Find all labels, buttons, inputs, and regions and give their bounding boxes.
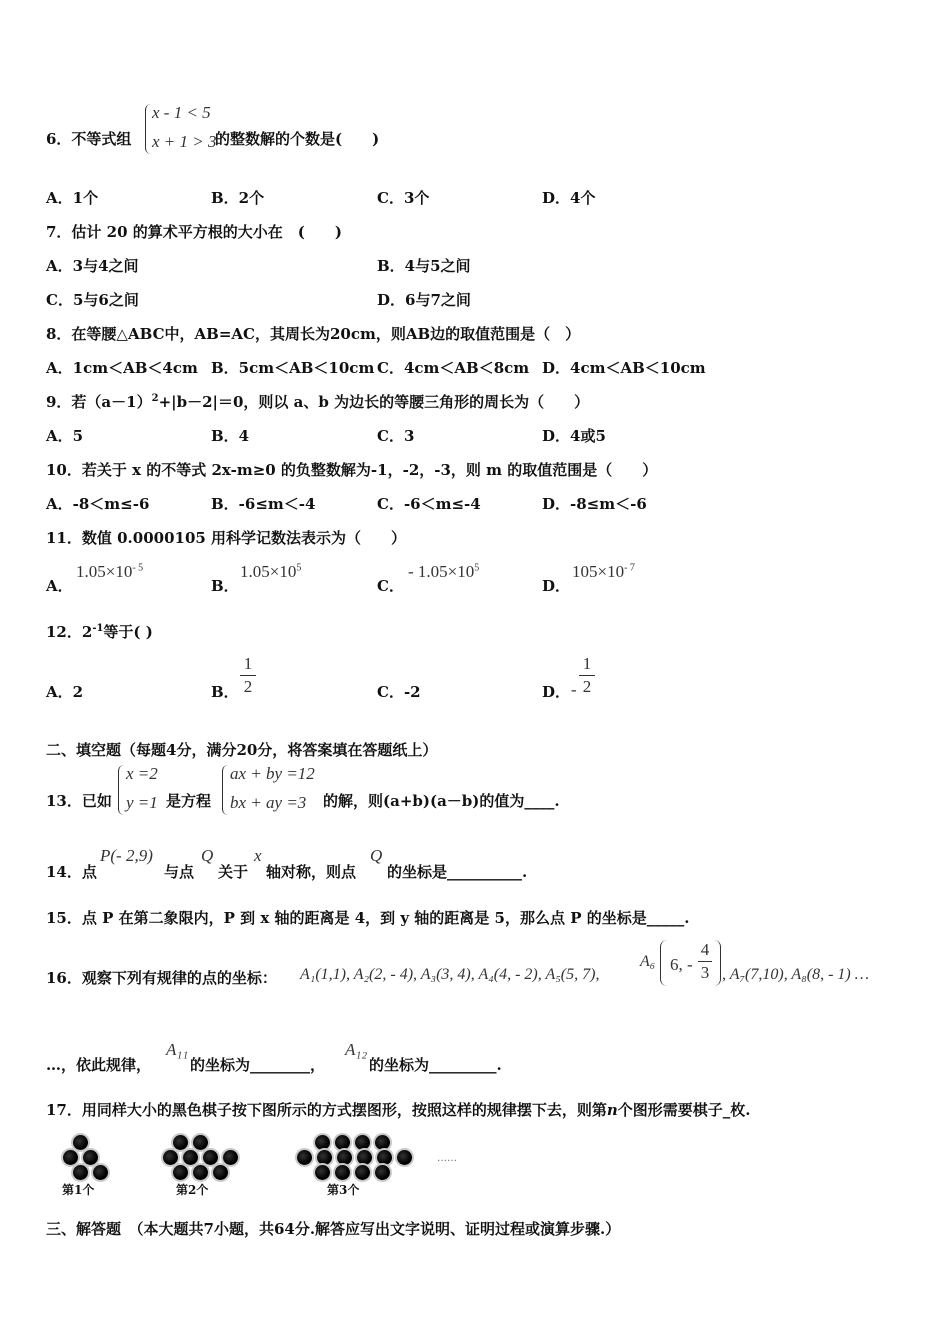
figure-1-caption: 第1个 xyxy=(62,1183,95,1197)
chess-piece xyxy=(375,1135,390,1150)
q7-stem: 7．估计 20 的算术平方根的大小在 ( ) xyxy=(46,223,342,241)
chess-piece xyxy=(337,1150,352,1165)
q13-brace-1 xyxy=(118,765,125,815)
q12-option-a: A．2 xyxy=(46,683,84,701)
chess-piece xyxy=(63,1150,78,1165)
q8-option-c: C．4cm＜AB＜8cm xyxy=(377,359,530,377)
q14-t2: 与点 xyxy=(164,863,195,881)
q11-option-d: $105\times 10^{- 7}$ xyxy=(572,562,635,581)
q12-b-numerator: 1 xyxy=(243,654,253,673)
q16-blank-1: 的坐标为________， xyxy=(190,1056,326,1074)
q10-option-c: C．-6＜m≤-4 xyxy=(377,495,481,513)
q14-t4: 轴对称，则点 xyxy=(266,863,357,881)
chess-piece xyxy=(297,1150,312,1165)
q6-prefix: 6．不等式组 xyxy=(46,130,132,148)
q12-label-d: D． xyxy=(542,683,571,701)
chess-piece xyxy=(315,1165,330,1180)
q14-q: Q xyxy=(201,846,214,865)
q14-t1: 14．点 xyxy=(46,863,97,881)
chess-piece xyxy=(83,1150,98,1165)
q16-a6-denominator: 3 xyxy=(700,963,710,982)
q13-e1: ax + by =12 xyxy=(230,764,315,783)
q14-q2: Q xyxy=(370,846,383,865)
q17-ellipsis: …… xyxy=(437,1153,457,1164)
q8-option-b: B．5cm＜AB＜10cm xyxy=(211,359,375,377)
q11-label-d: D． xyxy=(542,577,571,595)
chess-piece xyxy=(223,1150,238,1165)
q12-stem: 12．$2^{-1}$等于( ) xyxy=(46,623,153,641)
q12-d-sign: - xyxy=(571,680,577,699)
q7-option-a: A．3与4之间 xyxy=(46,257,139,275)
q14-t5: 的坐标是__________. xyxy=(387,863,528,881)
q10-option-d: D．-8≤m＜-6 xyxy=(542,495,647,513)
q13-brace-2 xyxy=(222,765,229,815)
section-3-heading: 三、解答题 （本大题共7小题，共64分.解答应写出文字说明、证明过程或演算步骤.） xyxy=(46,1220,621,1238)
chess-piece xyxy=(203,1150,218,1165)
q9-option-d: D．4或5 xyxy=(542,427,606,445)
chess-piece xyxy=(335,1165,350,1180)
chess-piece xyxy=(213,1165,228,1180)
q6-option-c: C．3个 xyxy=(377,189,430,207)
chess-piece xyxy=(173,1135,188,1150)
q9-option-a: A．5 xyxy=(46,427,84,445)
chess-piece xyxy=(193,1165,208,1180)
q13-s2: y =1 xyxy=(126,793,158,812)
q6-eq2: x + 1 > 3 xyxy=(152,132,217,151)
q8-option-a: A．1cm＜AB＜4cm xyxy=(46,359,198,377)
chess-piece xyxy=(317,1150,332,1165)
q16-sequence-2: , A₇(7,10), A₈(8, - 1) … xyxy=(722,966,869,983)
q11-label-a: A． xyxy=(46,577,73,595)
q16-a6: A₆ xyxy=(640,953,656,970)
q16-a6-fraction xyxy=(698,940,712,983)
chess-piece xyxy=(375,1165,390,1180)
chess-piece xyxy=(397,1150,412,1165)
q12-b-denominator: 2 xyxy=(243,677,253,696)
q9-stem: 9．若$(a-1)^2+|b-2|=0$，则以 a、b 为边长的等腰三角形的周长为（ ） xyxy=(46,393,590,411)
q6-eq1: x - 1 < 5 xyxy=(152,103,211,122)
q9-option-b: B．4 xyxy=(211,427,250,445)
q14-t3: 关于 xyxy=(218,863,249,881)
q16-a6-x: 6, - xyxy=(670,955,693,974)
q12-label-b: B． xyxy=(211,683,239,701)
q8-option-d: D．4cm＜AB＜10cm xyxy=(542,359,706,377)
q6-option-b: B．2个 xyxy=(211,189,265,207)
q11-label-b: B． xyxy=(211,577,239,595)
q16-a11: A₁₁ xyxy=(166,1040,189,1059)
q7-option-c: C．5与6之间 xyxy=(46,291,139,309)
q11-option-a: $1.05\times 10^{- 5}$ xyxy=(76,562,144,581)
q10-option-a: A．-8＜m≤-6 xyxy=(46,495,150,513)
chess-piece xyxy=(193,1135,208,1150)
figure-2-caption: 第2个 xyxy=(176,1183,209,1197)
q6-suffix: 的整数解的个数是( ) xyxy=(215,130,380,148)
q14-x: x xyxy=(254,846,262,865)
fraction-bar xyxy=(698,961,712,962)
q11-option-c: - $1.05\times 10^5$ xyxy=(408,562,480,581)
chess-piece xyxy=(377,1150,392,1165)
figure-3-caption: 第3个 xyxy=(327,1183,360,1197)
fraction-bar xyxy=(240,675,256,676)
chess-piece xyxy=(315,1135,330,1150)
fraction-bar xyxy=(579,675,595,676)
q7-option-b: B．4与5之间 xyxy=(377,257,471,275)
q16-prefix: 16．观察下列有规律的点的坐标： xyxy=(46,969,277,987)
q6-option-a: A．1个 xyxy=(46,189,99,207)
q13-mid: 是方程 xyxy=(166,792,212,810)
q12-d-denominator: 2 xyxy=(582,677,592,696)
q13-suffix: 的解，则(a+b)(a－b)的值为____. xyxy=(323,792,560,810)
chess-piece xyxy=(73,1135,88,1150)
q9-option-c: C．3 xyxy=(377,427,415,445)
q11-label-c: C． xyxy=(377,577,404,595)
q7-option-d: D．6与7之间 xyxy=(377,291,471,309)
chess-piece xyxy=(355,1135,370,1150)
chess-piece xyxy=(357,1150,372,1165)
q11-stem: 11．数值 0.0000105 用科学记数法表示为（ ） xyxy=(46,529,407,547)
q6-option-d: D．4个 xyxy=(542,189,596,207)
q11-option-b: $1.05\times 10^5$ xyxy=(240,562,302,581)
chess-piece xyxy=(93,1165,108,1180)
q6-brace xyxy=(145,104,152,154)
chess-piece xyxy=(183,1150,198,1165)
q12-option-c: C．-2 xyxy=(377,683,421,701)
q13-prefix: 13．已如 xyxy=(46,792,112,810)
section-2-heading: 二、填空题（每题4分，满分20分，将答案填在答题纸上） xyxy=(46,741,438,759)
q16-sequence-1: A₁(1,1), A₂(2, - 4), A₃(3, 4), A₄(4, - 2), A₅(5, 7), xyxy=(300,966,600,983)
q13-e2: bx + ay =3 xyxy=(230,793,307,812)
chess-piece xyxy=(173,1165,188,1180)
q14-p: P(- 2,9) xyxy=(100,846,153,865)
chess-piece xyxy=(163,1150,178,1165)
q13-s1: x =2 xyxy=(126,764,158,783)
q16-right-paren xyxy=(714,940,721,986)
q16-a12: A₁₂ xyxy=(345,1040,368,1059)
chess-piece xyxy=(355,1165,370,1180)
q10-option-b: B．-6≤m＜-4 xyxy=(211,495,316,513)
q10-stem: 10．若关于 x 的不等式 2x-m≥0 的负整数解为-1，-2，-3，则 m 的取值范围是（ ） xyxy=(46,461,658,479)
q16-left-paren xyxy=(660,940,667,986)
q12-option-d-fraction xyxy=(579,654,595,697)
chess-piece xyxy=(73,1165,88,1180)
chess-piece xyxy=(335,1135,350,1150)
q16-a6-numerator: 4 xyxy=(700,940,710,959)
q16-continuation: …，依此规律， xyxy=(46,1056,152,1074)
q17-stem: 17．用同样大小的黑色棋子按下图所示的方式摆图形，按照这样的规律摆下去，则第n个图形需要棋子_枚. xyxy=(46,1101,751,1119)
q12-option-b-fraction xyxy=(240,654,256,697)
q15-stem: 15．点 P 在第二象限内，P 到 x 轴的距离是 4，到 y 轴的距离是 5，那么点 P 的坐标是_____. xyxy=(46,909,690,927)
q12-d-numerator: 1 xyxy=(582,654,592,673)
q16-blank-2: 的坐标为_________. xyxy=(369,1056,502,1074)
q8-stem: 8．在等腰△ABC中，AB=AC，其周长为20cm，则AB边的取值范围是（ ） xyxy=(46,325,581,343)
